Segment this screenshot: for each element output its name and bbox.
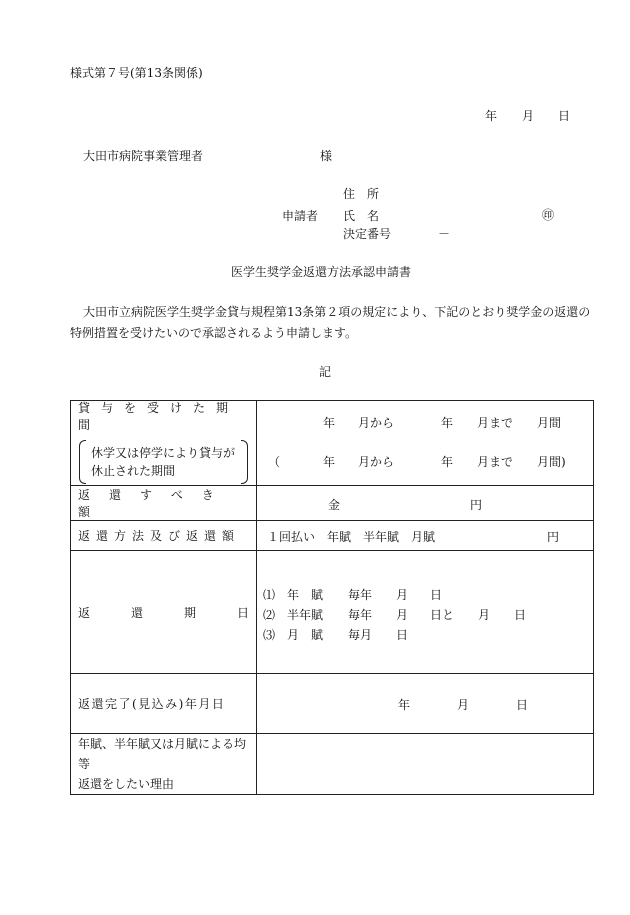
- loan-months: 月間: [537, 416, 562, 430]
- suspend-until-d: 月まで: [477, 455, 514, 469]
- value-repay-date: [257, 551, 594, 674]
- label-repay-method: [71, 521, 257, 551]
- loan-year-a: 年: [323, 416, 336, 430]
- option-1-month: 月: [396, 588, 409, 602]
- value-reason: [257, 734, 594, 795]
- label-repay-date-c: 期: [183, 605, 196, 620]
- label-repay-date-d: 日: [236, 605, 249, 620]
- label-loan-period-text: 貸与を受けた期間: [78, 401, 240, 432]
- row-repay-amount: [71, 486, 594, 521]
- body-line-2: 特例措置を受けたいので承認されるよう申請します。: [70, 326, 358, 340]
- value-repay-amount: [257, 486, 594, 521]
- option-2-day-2: 日: [514, 608, 527, 622]
- decision-number-label: 決定番号: [343, 227, 392, 241]
- label-reason-line-2: 返還をしたい理由: [78, 777, 175, 791]
- option-2-day: 日と: [430, 608, 455, 622]
- kin-label: 金: [328, 497, 341, 512]
- suspend-months: 月間): [537, 455, 566, 469]
- row-completion-date: [71, 674, 594, 734]
- suspend-year-c: 年: [323, 455, 336, 469]
- option-3-day: 日: [396, 628, 409, 642]
- suspension-bracket: [79, 439, 248, 485]
- addressee-honorific: 様: [320, 149, 333, 163]
- row-repay-date: [71, 551, 594, 674]
- label-completion-date-text: 返還完了(見込み)年月日: [78, 697, 226, 711]
- address-label: 住 所: [343, 187, 380, 201]
- document-title: 医学生奨学金返還方法承認申請書: [231, 265, 412, 279]
- value-repay-method: [257, 521, 594, 551]
- row-loan-period: [71, 401, 594, 486]
- label-repay-amount: [71, 486, 257, 521]
- row-reason: [71, 734, 594, 795]
- option-2-kind: 半年賦: [287, 608, 324, 622]
- seal-mark: ㊞: [542, 208, 555, 222]
- option-1-each: 毎年: [348, 588, 373, 602]
- option-2-month-2: 月: [478, 608, 491, 622]
- option-1-kind: 年 賦: [287, 588, 324, 602]
- suspension-line-1: 休学又は停学により貸与が: [91, 446, 236, 460]
- label-reason-line-1: 年賦、半年賦又は月賦による均等: [78, 737, 247, 771]
- option-3-number: ⑶: [263, 628, 276, 642]
- loan-from-a: 月から: [358, 416, 395, 430]
- ki-note: 記: [319, 365, 332, 379]
- option-2-month: 月: [396, 608, 409, 622]
- repay-method-yen: 円: [547, 530, 560, 544]
- value-completion-date: [257, 674, 594, 734]
- loan-year-b: 年: [441, 416, 454, 430]
- row-repay-method: [71, 521, 594, 551]
- repay-method-options: １回払い 年賦 半年賦 月賦: [267, 530, 436, 544]
- label-repay-date-a: 返: [78, 605, 91, 620]
- suspend-from-c: 月から: [358, 455, 395, 469]
- application-table: [70, 400, 594, 795]
- completion-year: 年: [398, 698, 411, 712]
- date-year: 年: [485, 109, 498, 123]
- body-line-1: 大田市立病院医学生奨学金貸与規程第13条第２項の規定により、下記のとおり奨学金の返還の: [83, 305, 591, 319]
- addressee-name: 大田市病院事業管理者: [83, 149, 204, 163]
- loan-until-b: 月まで: [477, 416, 514, 430]
- label-repay-amount-text: 返還すべき額: [78, 488, 233, 519]
- value-loan-period: [257, 401, 594, 486]
- label-reason: [71, 734, 257, 795]
- option-1-day: 日: [430, 588, 443, 602]
- suspension-line-2: 休止された期間: [91, 464, 176, 478]
- option-3-each: 毎月: [348, 628, 373, 642]
- applicant-label: 申請者: [282, 209, 319, 223]
- option-2-number: ⑵: [263, 608, 276, 622]
- label-repay-date: [71, 551, 257, 674]
- label-repay-method-text: 返還方法及び返還額: [78, 529, 241, 543]
- option-3-kind: 月 賦: [287, 628, 324, 642]
- option-2-each: 毎年: [348, 608, 373, 622]
- open-paren: （: [268, 455, 281, 469]
- name-label: 氏 名: [343, 209, 380, 223]
- label-repay-date-b: 還: [130, 605, 143, 620]
- decision-number-dash: －: [438, 227, 451, 241]
- date-month: 月: [522, 109, 535, 123]
- suspend-year-d: 年: [441, 455, 454, 469]
- date-day: 日: [558, 109, 571, 123]
- option-1-number: ⑴: [263, 588, 276, 602]
- completion-day: 日: [516, 698, 529, 712]
- yen-label: 円: [470, 497, 483, 512]
- label-completion-date: [71, 674, 257, 734]
- completion-month: 月: [457, 698, 470, 712]
- label-loan-period: [71, 401, 257, 486]
- form-number: 様式第７号(第13条関係): [70, 66, 203, 80]
